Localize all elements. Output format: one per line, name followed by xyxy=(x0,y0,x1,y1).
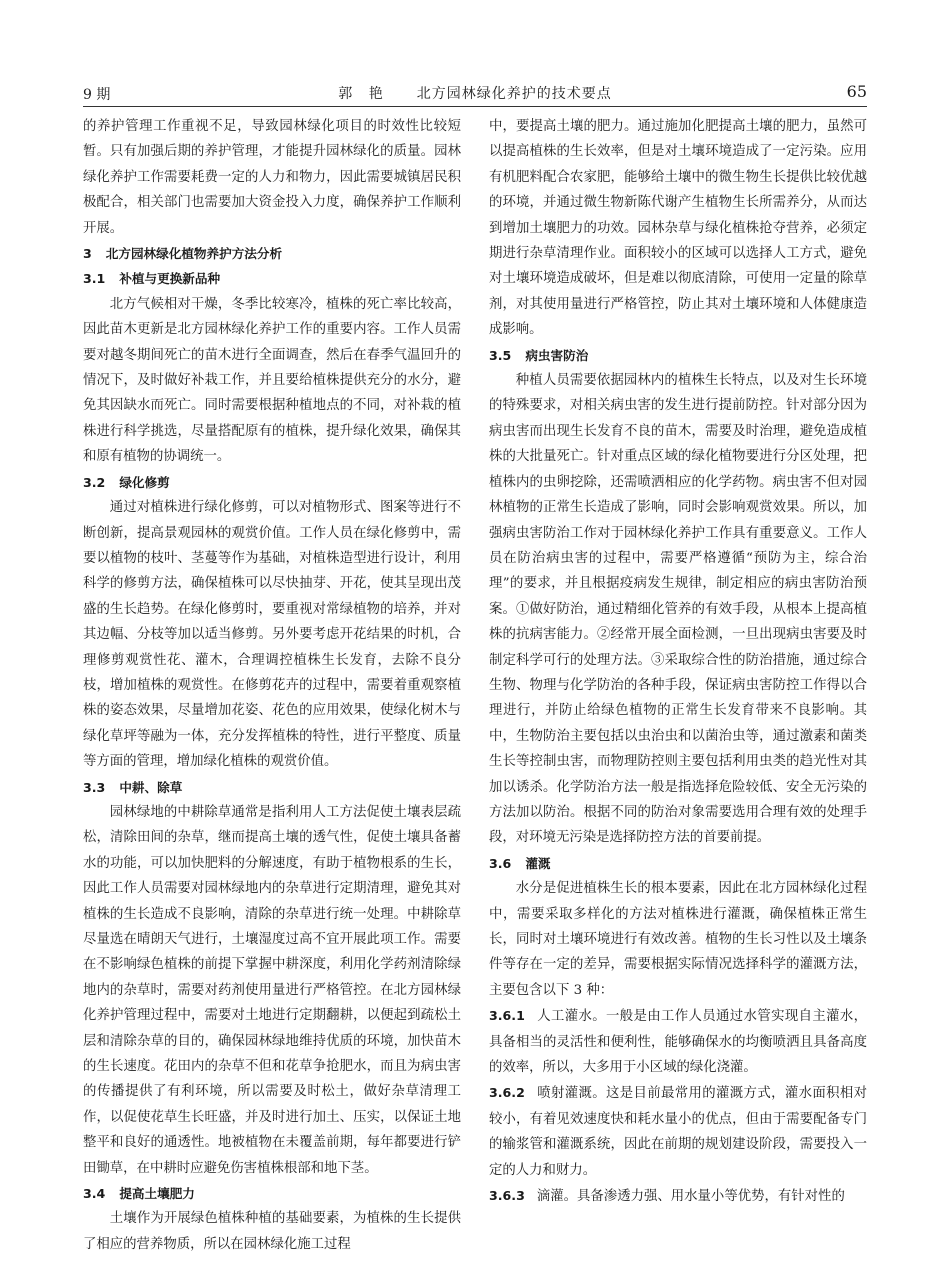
body-paragraph: 北方气候相对干燥，冬季比较寒冷，植株的死亡率比较高，因此苗木更新是北方园林绿化养护工作的重要内容。工作人员需要对越冬期间死亡的苗木进行全面调查，然后在春季气温回升的情况下，及时做好补栽工作，并且要给植株提供充分的水分，避免其因缺水而死亡。同时需要根据种植地点的不同，对补栽的植株进行科学挑选，尽量搭配原有的植株，提升绿化效果，确保其和原有植物的协调统一。 xyxy=(83,296,461,465)
issue-number: 9 期 xyxy=(83,87,111,103)
subsection-text: 滴灌。具备渗透力强、用水量小等优势，有针对性的 xyxy=(536,1189,845,1205)
section-heading xyxy=(489,343,867,368)
section-title: 灌溉 xyxy=(525,855,551,871)
subsection-number: 3.6.2 xyxy=(489,1085,525,1101)
body-paragraph: 种植人员需要依据园林内的植株生长特点，以及对生长环境的特殊要求，对相关病虫害的发生进行提前防控。针对部分因为病虫害而出现生长发育不良的苗木，需要及时治理，避免造成植株的大批量死亡。针对重点区域的绿化植物要进行分区处理，把植株内的虫卵挖除，还需喷洒相应的化学药物。病虫害不但对园林植物的正常生长造成了影响，同时会影响观赏效果。所以，加强病虫害防治工作对于园林绿化养护工作具有重要意义。工作人员在防治病虫害的过程中，需要严格遵循“预防为主，综合治理”的要求，并且根据疫病发生规律，制定相应的病虫害防治预案。①做好防治，通过精细化管养的有效手段，从根本上提高植株的抗病害能力。②经常开展全面检测，一旦出现病虫害要及时制定科学可行的处理方法。③采取综合性的防治措施，通过综合生物、物理与化学防治的各种手段，保证病虫害防控工作得以合理进行，并防止给绿色植物的正常生长发育带来不良影响。其中，生物防治主要包括以虫治虫和以菌治虫等，通过激素和菌类生长等控制虫害，而物理防控则主要包括利用虫类的趋光性对其加以诱杀。化学防治方法一般是指选择危险较低、安全无污染的方法加以防治。根据不同的防治对象需要选用合理有效的处理手段，对环境无污染是选择防控方法的首要前提。 xyxy=(489,373,867,846)
section-number: 3.2 xyxy=(83,474,106,490)
left-column xyxy=(83,114,461,1257)
subsection-paragraph xyxy=(489,1003,867,1080)
section-title: 北方园林绿化植物养护方法分析 xyxy=(105,246,283,262)
body-paragraph: 园林绿地的中耕除草通常是指利用人工方法促使土壤表层疏松，清除田间的杂草，继而提高土壤的透气性，促使土壤具备蓄水的功能，可以加快肥料的分解速度，有助于植物根系的生长，因此工作人员需要对园林绿地内的杂草进行定期清理，避免其对植株的生长造成不良影响，清除的杂草进行统一处理。中耕除草尽量选在晴朗天气进行，土壤湿度过高不宜开展此项工作。需要在不影响绿色植株的前提下掌握中耕深度，利用化学药剂清除绿地内的杂草时，需要对药剂使用量进行严格管控。在北方园林绿化养护管理过程中，需要对土地进行定期翻耕，以便起到疏松土层和清除杂草的目的，确保园林绿地维持优质的环境，加快苗木的生长速度。花田内的杂草不但和花草争抢肥水，而且为病虫害的传播提供了有利环境，所以需要及时松土，做好杂草清理工作，以促使花草生长旺盛，并及时进行加土、压实，以保证土地整平和良好的通透性。地被植物在未覆盖前期，每年都要进行铲田锄草，在中耕时应避免伤害植株根部和地下茎。 xyxy=(83,804,461,1176)
section-heading xyxy=(489,851,867,876)
author-name: 郭 艳 xyxy=(338,86,389,102)
continued-paragraph: 的养护管理工作重视不足，导致园林绿化项目的时效性比较短暂。只有加强后期的养护管理，才能提升园林绿化的质量。园林绿化养护工作需要耗费一定的人力和物力，因此需要城镇居民积极配合，相关部门也需要加大资金投入力度，确保养护工作顺利开展。 xyxy=(83,119,461,236)
section-title: 病虫害防治 xyxy=(525,347,589,363)
section-heading xyxy=(83,266,461,291)
subsection-number: 3.6.1 xyxy=(489,1008,525,1024)
article-title: 北方园林绿化养护的技术要点 xyxy=(416,86,612,102)
section-number: 3.4 xyxy=(83,1186,106,1202)
subsection-text: 喷射灌溉。这是目前最常用的灌溉方式，灌水面积相对较小，有着见效速度快和耗水量小的优点，但由于需要配备专门的输浆管和灌溉系统，因此在前期的规划建设阶段，需要投入一定的人力和财力。 xyxy=(489,1086,867,1178)
section-number: 3.6 xyxy=(489,855,512,871)
section-number: 3.3 xyxy=(83,779,106,795)
body-paragraph: 土壤作为开展绿色植株种植的基础要素，为植株的生长提供了相应的营养物质，所以在园林绿化施工过程 xyxy=(83,1211,461,1252)
section-title: 补植与更换新品种 xyxy=(119,271,221,287)
section-title: 绿化修剪 xyxy=(119,474,170,490)
section-title: 中耕、除草 xyxy=(119,779,183,795)
subsection-paragraph xyxy=(489,1183,867,1209)
section-title: 提高土壤肥力 xyxy=(119,1186,195,1202)
section-heading xyxy=(83,470,461,495)
right-column xyxy=(489,114,867,1209)
section-heading xyxy=(83,1181,461,1206)
subsection-text: 人工灌水。一般是由工作人员通过水管实现自主灌水，具备相当的灵活性和便利性，能够确保水的均衡喷洒且具备高度的效率，所以，大多用于小区域的绿化浇灌。 xyxy=(489,1009,867,1076)
section-number: 3.1 xyxy=(83,271,106,287)
section-number: 3 xyxy=(83,246,92,262)
section-number: 3.5 xyxy=(489,347,512,363)
continued-paragraph: 中，要提高土壤的肥力。通过施加化肥提高土壤的肥力，虽然可以提高植株的生长效率，但是对土壤环境造成了一定污染。应用有机肥料配合农家肥，能够给土壤中的微生物生长提供比较优越的环境，并通过微生物新陈代谢产生植物生长所需养分，从而达到增加土壤肥力的功效。园林杂草与绿化植株抢夺营养，必须定期进行杂草清理作业。面积较小的区域可以选择人工方式，避免对土壤环境造成破坏，但是难以彻底清除，可使用一定量的除草剂，对其使用量进行严格管控，防止其对土壤环境和人体健康造成影响。 xyxy=(489,119,867,338)
section-heading xyxy=(83,775,461,800)
subsection-number: 3.6.3 xyxy=(489,1188,525,1204)
body-paragraph: 水分是促进植株生长的根本要素，因此在北方园林绿化过程中，需要采取多样化的方法对植株进行灌溉，确保植株正常生长，同时对土壤环境进行有效改善。植物的生长习性以及土壤条件等存在一定的差异，需要根据实际情况选择科学的灌溉方法，主要包含以下 3 种： xyxy=(489,881,867,998)
section-heading xyxy=(83,241,461,266)
page-number: 65 xyxy=(846,82,867,101)
subsection-paragraph xyxy=(489,1080,867,1183)
running-title xyxy=(83,83,867,103)
body-paragraph: 通过对植株进行绿化修剪，可以对植物形式、图案等进行不断创新，提高景观园林的观赏价值。工作人员在绿化修剪中，需要以植物的枝叶、茎蔓等作为基础，对植株造型进行设计，利用科学的修剪方法，确保植株可以尽快抽芽、开花，使其呈现出茂盛的生长趋势。在绿化修剪时，要重视对常绿植物的培养，并对其边幅、分枝等加以适当修剪。另外要考虑开花结果的时机，合理修剪观赏性花、灌木，合理调控植株生长发育，去除不良分枝，增加植株的观赏性。在修剪花卉的过程中，需要着重观察植株的姿态效果，尽量增加花姿、花色的应用效果，使绿化树木与绿化草坪等融为一体，充分发挥植株的特性，进行平整度、质量等方面的管理，增加绿化植株的观赏价值。 xyxy=(83,500,461,770)
running-header xyxy=(83,82,867,107)
